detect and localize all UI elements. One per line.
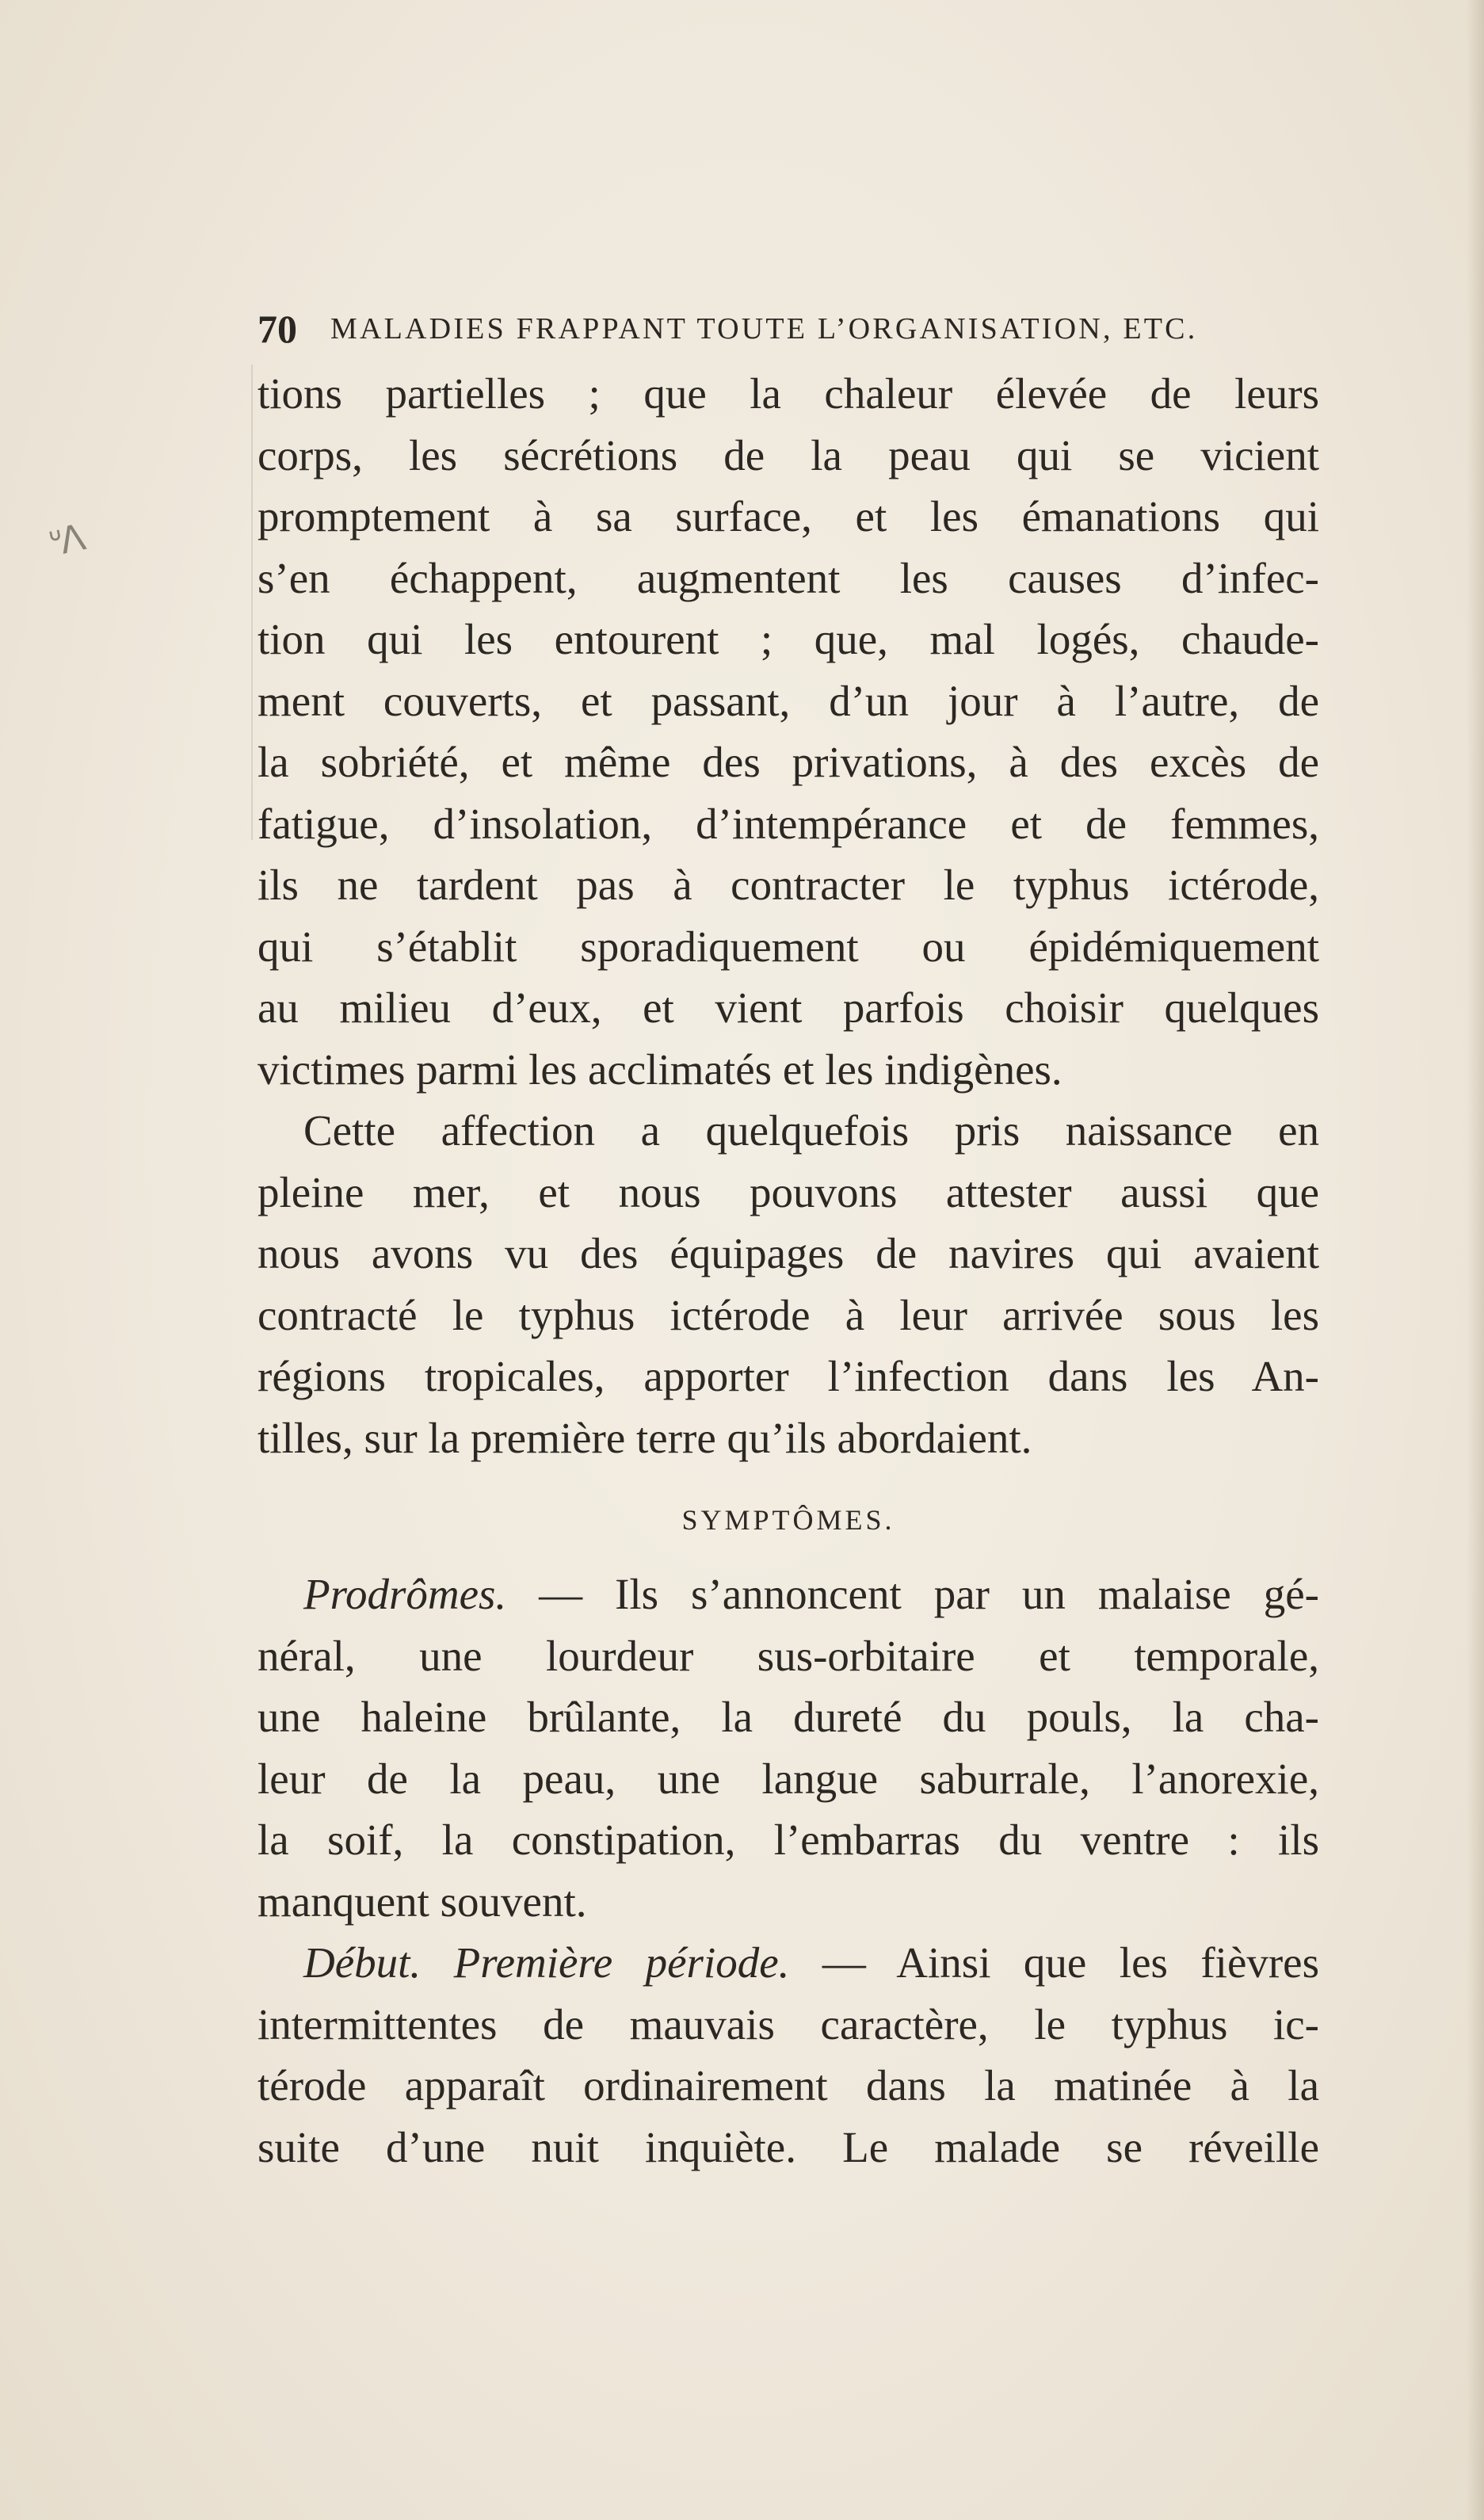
text-line: manquent souvent. xyxy=(258,1877,587,1926)
paragraph-4 xyxy=(258,1932,1319,2178)
text-line: intermittentes de mauvais caractère, le typhus ic- xyxy=(258,1999,1319,2048)
section-heading: SYMPTÔMES. xyxy=(681,1504,895,1536)
margin-fold-line xyxy=(251,365,253,840)
margin-handwritten-mark: ᐡᐱ xyxy=(45,517,86,564)
text-line: la soif, la constipation, l’embarras du ventre : ils xyxy=(258,1816,1319,1864)
text-line: une haleine brûlante, la dureté du pouls, la cha- xyxy=(258,1693,1319,1741)
text-line: Cette affection a quelquefois pris naissance en xyxy=(303,1106,1319,1155)
text-line: corps, les sécrétions de la peau qui se vicient xyxy=(258,430,1319,479)
page-header xyxy=(258,301,1319,357)
text-line: régions tropicales, apporter l’infection dans les An- xyxy=(258,1352,1319,1400)
text-line: térode apparaît ordinairement dans la matinée à la xyxy=(258,2061,1319,2110)
text-line: tion qui les entourent ; que, mal logés, chaude- xyxy=(258,615,1319,663)
text-line: promptement à sa surface, et les émanations qui xyxy=(258,492,1319,540)
paragraph-1 xyxy=(258,363,1319,1100)
text-line: qui s’établit sporadiquement ou épidémiquement xyxy=(258,922,1319,971)
paragraph-lead: Prodrômes. xyxy=(303,1570,507,1618)
text-run: — Ainsi que les fièvres xyxy=(789,1938,1320,1987)
text-line: la sobriété, et même des privations, à des excès de xyxy=(258,738,1319,786)
text-line xyxy=(258,1564,1319,1625)
text-line: ment couverts, et passant, d’un jour à l’autre, de xyxy=(258,676,1319,725)
paragraph-2 xyxy=(258,1100,1319,1468)
body-text xyxy=(258,363,1319,2178)
text-line: pleine mer, et nous pouvons attester aussi que xyxy=(258,1167,1319,1216)
text-line: suite d’une nuit inquiète. Le malade se réveille xyxy=(258,2122,1319,2171)
text-line: nous avons vu des équipages de navires qui avaient xyxy=(258,1229,1319,1277)
text-line: s’en échappent, augmentent les causes d’infec- xyxy=(258,553,1319,602)
text-line: tilles, sur la première terre qu’ils abordaient. xyxy=(258,1413,1032,1462)
text-line: au milieu d’eux, et vient parfois choisir quelques xyxy=(258,983,1319,1032)
paragraph-lead: Début. Première période. xyxy=(303,1938,790,1987)
text-line: leur de la peau, une langue saburrale, l’anorexie, xyxy=(258,1754,1319,1803)
text-run: — Ils s’annoncent par un malaise gé- xyxy=(506,1570,1319,1618)
text-line: ils ne tardent pas à contracter le typhus ictérode, xyxy=(258,861,1319,909)
paragraph-3 xyxy=(258,1564,1319,1932)
text-line xyxy=(258,1932,1319,1994)
text-line: contracté le typhus ictérode à leur arrivée sous les xyxy=(258,1290,1319,1339)
text-line: fatigue, d’insolation, d’intempérance et de femmes, xyxy=(258,799,1319,848)
text-line: tions partielles ; que la chaleur élevée de leurs xyxy=(258,369,1319,418)
running-head: MALADIES FRAPPANT TOUTE L’ORGANISATION, ETC. xyxy=(330,312,1198,346)
text-line: victimes parmi les acclimatés et les indigènes. xyxy=(258,1044,1062,1094)
page-edge-shadow xyxy=(1467,0,1484,2520)
text-line: néral, une lourdeur sus-orbitaire et temporale, xyxy=(258,1631,1319,1680)
page-number: 70 xyxy=(258,307,297,351)
